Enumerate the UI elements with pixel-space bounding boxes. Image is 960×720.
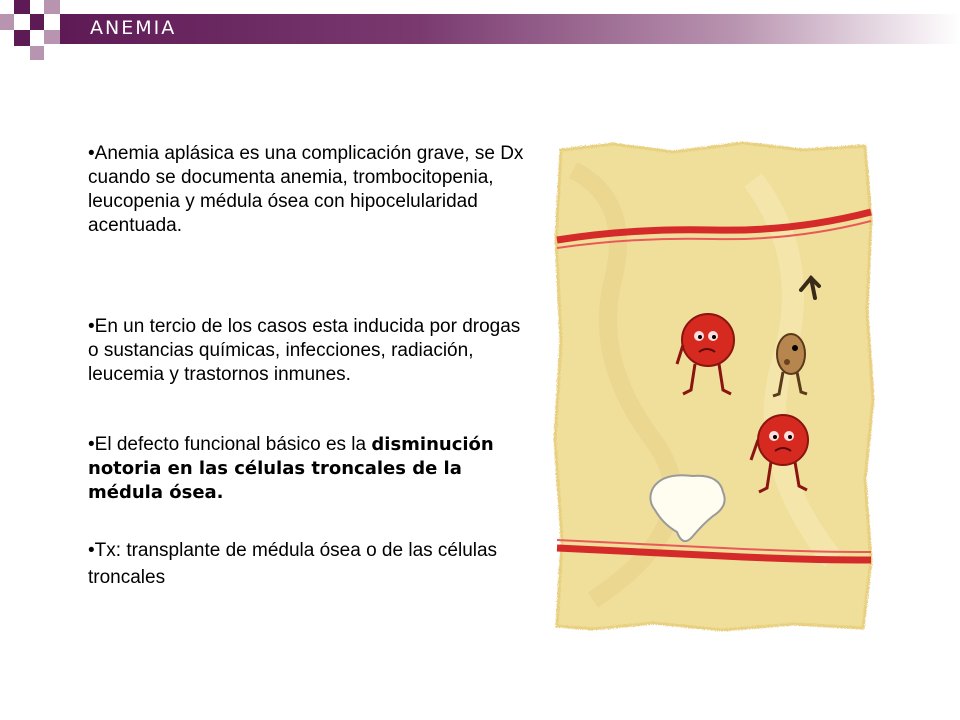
bullet-aplastic-anemia: •Anemia aplásica es una complicación grave, se Dx cuando se documenta anemia, trombocitopenia, leucopenia y médula ósea con hipocelularidad acentuada. (88, 143, 524, 236)
bullet-treatment: •Tx: transplante de médula ósea o de las células troncales (88, 540, 498, 588)
deco-square-4 (30, 14, 44, 30)
bullet-causes: •En un tercio de los casos esta inducida por drogas o sustancias químicas, infecciones, radiación, leucemia y trastornos inmunes. (88, 316, 521, 385)
deco-square-5 (14, 30, 30, 46)
deco-square-2 (44, 0, 60, 14)
deco-square-1 (14, 0, 30, 14)
bullet-functional-defect-lead: •El defecto funcional básico es la (88, 434, 372, 455)
bullet-functional-defect-bold: disminución notoria en las células troncales de la médula ósea. (88, 434, 494, 503)
bullet-functional-defect (88, 433, 528, 505)
deco-square-7 (30, 46, 44, 60)
deco-square-6 (44, 30, 60, 44)
slide-title: ANEMIA (90, 17, 177, 39)
deco-square-3 (0, 14, 14, 30)
title-bar (60, 14, 960, 44)
bone-marrow-cells-cartoon-icon (553, 140, 875, 632)
